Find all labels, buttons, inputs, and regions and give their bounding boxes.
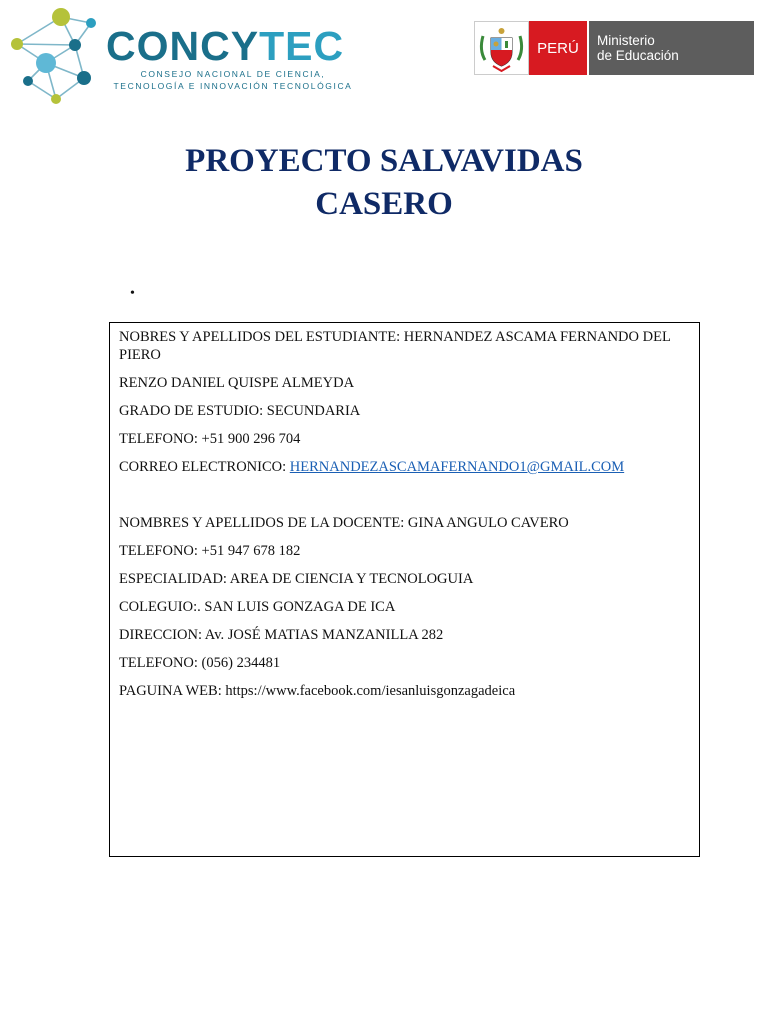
- concytec-subtitle: [108, 68, 358, 92]
- school-phone: TELEFONO: (056) 234481: [119, 655, 281, 671]
- spacer: [119, 486, 689, 514]
- email-label: CORREO ELECTRONICO:: [119, 459, 290, 475]
- student-name: NOBRES Y APELLIDOS DEL ESTUDIANTE: HERNANDEZ ASCAMA FERNANDO DEL PIERO: [119, 329, 671, 363]
- student-phone: TELEFONO: +51 900 296 704: [119, 431, 301, 447]
- ministry-line2: de Educación: [597, 48, 679, 63]
- minedu-logo: [474, 21, 754, 75]
- student-name-2: RENZO DANIEL QUISPE ALMEYDA: [119, 375, 355, 391]
- page-header: [0, 0, 768, 112]
- web-page: PAGUINA WEB: https://www.facebook.com/iesanluisgonzagadeica: [119, 683, 516, 699]
- list-bullet: •: [130, 286, 135, 301]
- peru-label: PERÚ: [529, 21, 587, 75]
- ministry-line1: Ministerio: [597, 33, 655, 48]
- brand-main: CONCY: [106, 23, 260, 69]
- brand-accent: TEC: [259, 23, 345, 69]
- email-link[interactable]: HERNANDEZASCAMAFERNANDO1@GMAIL.COM: [289, 459, 625, 475]
- molecule-network-logo-icon: [8, 6, 104, 108]
- coat-of-arms-box: [474, 21, 529, 75]
- title-line1: PROYECTO SALVAVIDAS: [185, 143, 583, 179]
- teacher-name: NOMBRES Y APELLIDOS DE LA DOCENTE: GINA ANGULO CAVERO: [119, 515, 569, 531]
- concytec-subtitle-line1: CONSEJO NACIONAL DE CIENCIA,: [140, 69, 326, 79]
- teacher-phone: TELEFONO: +51 947 678 182: [119, 543, 301, 559]
- peru-coat-of-arms-icon: [475, 22, 528, 74]
- grade: GRADO DE ESTUDIO: SECUNDARIA: [119, 403, 361, 419]
- info-box: [109, 322, 700, 857]
- address: DIRECCION: Av. JOSÉ MATIAS MANZANILLA 282: [119, 627, 444, 643]
- concytec-subtitle-line2: TECNOLOGÍA E INNOVACIÓN TECNOLÓGICA: [113, 81, 353, 91]
- title-line2: CASERO: [315, 186, 453, 222]
- concytec-logo: [8, 6, 368, 108]
- page-title: [84, 140, 684, 226]
- school: COLEGUIO:. SAN LUIS GONZAGA DE ICA: [119, 599, 396, 615]
- ministry-label: [589, 21, 754, 75]
- specialty: ESPECIALIDAD: AREA DE CIENCIA Y TECNOLOGUIA: [119, 571, 474, 587]
- concytec-wordmark: [106, 23, 345, 69]
- email-line: [119, 458, 689, 476]
